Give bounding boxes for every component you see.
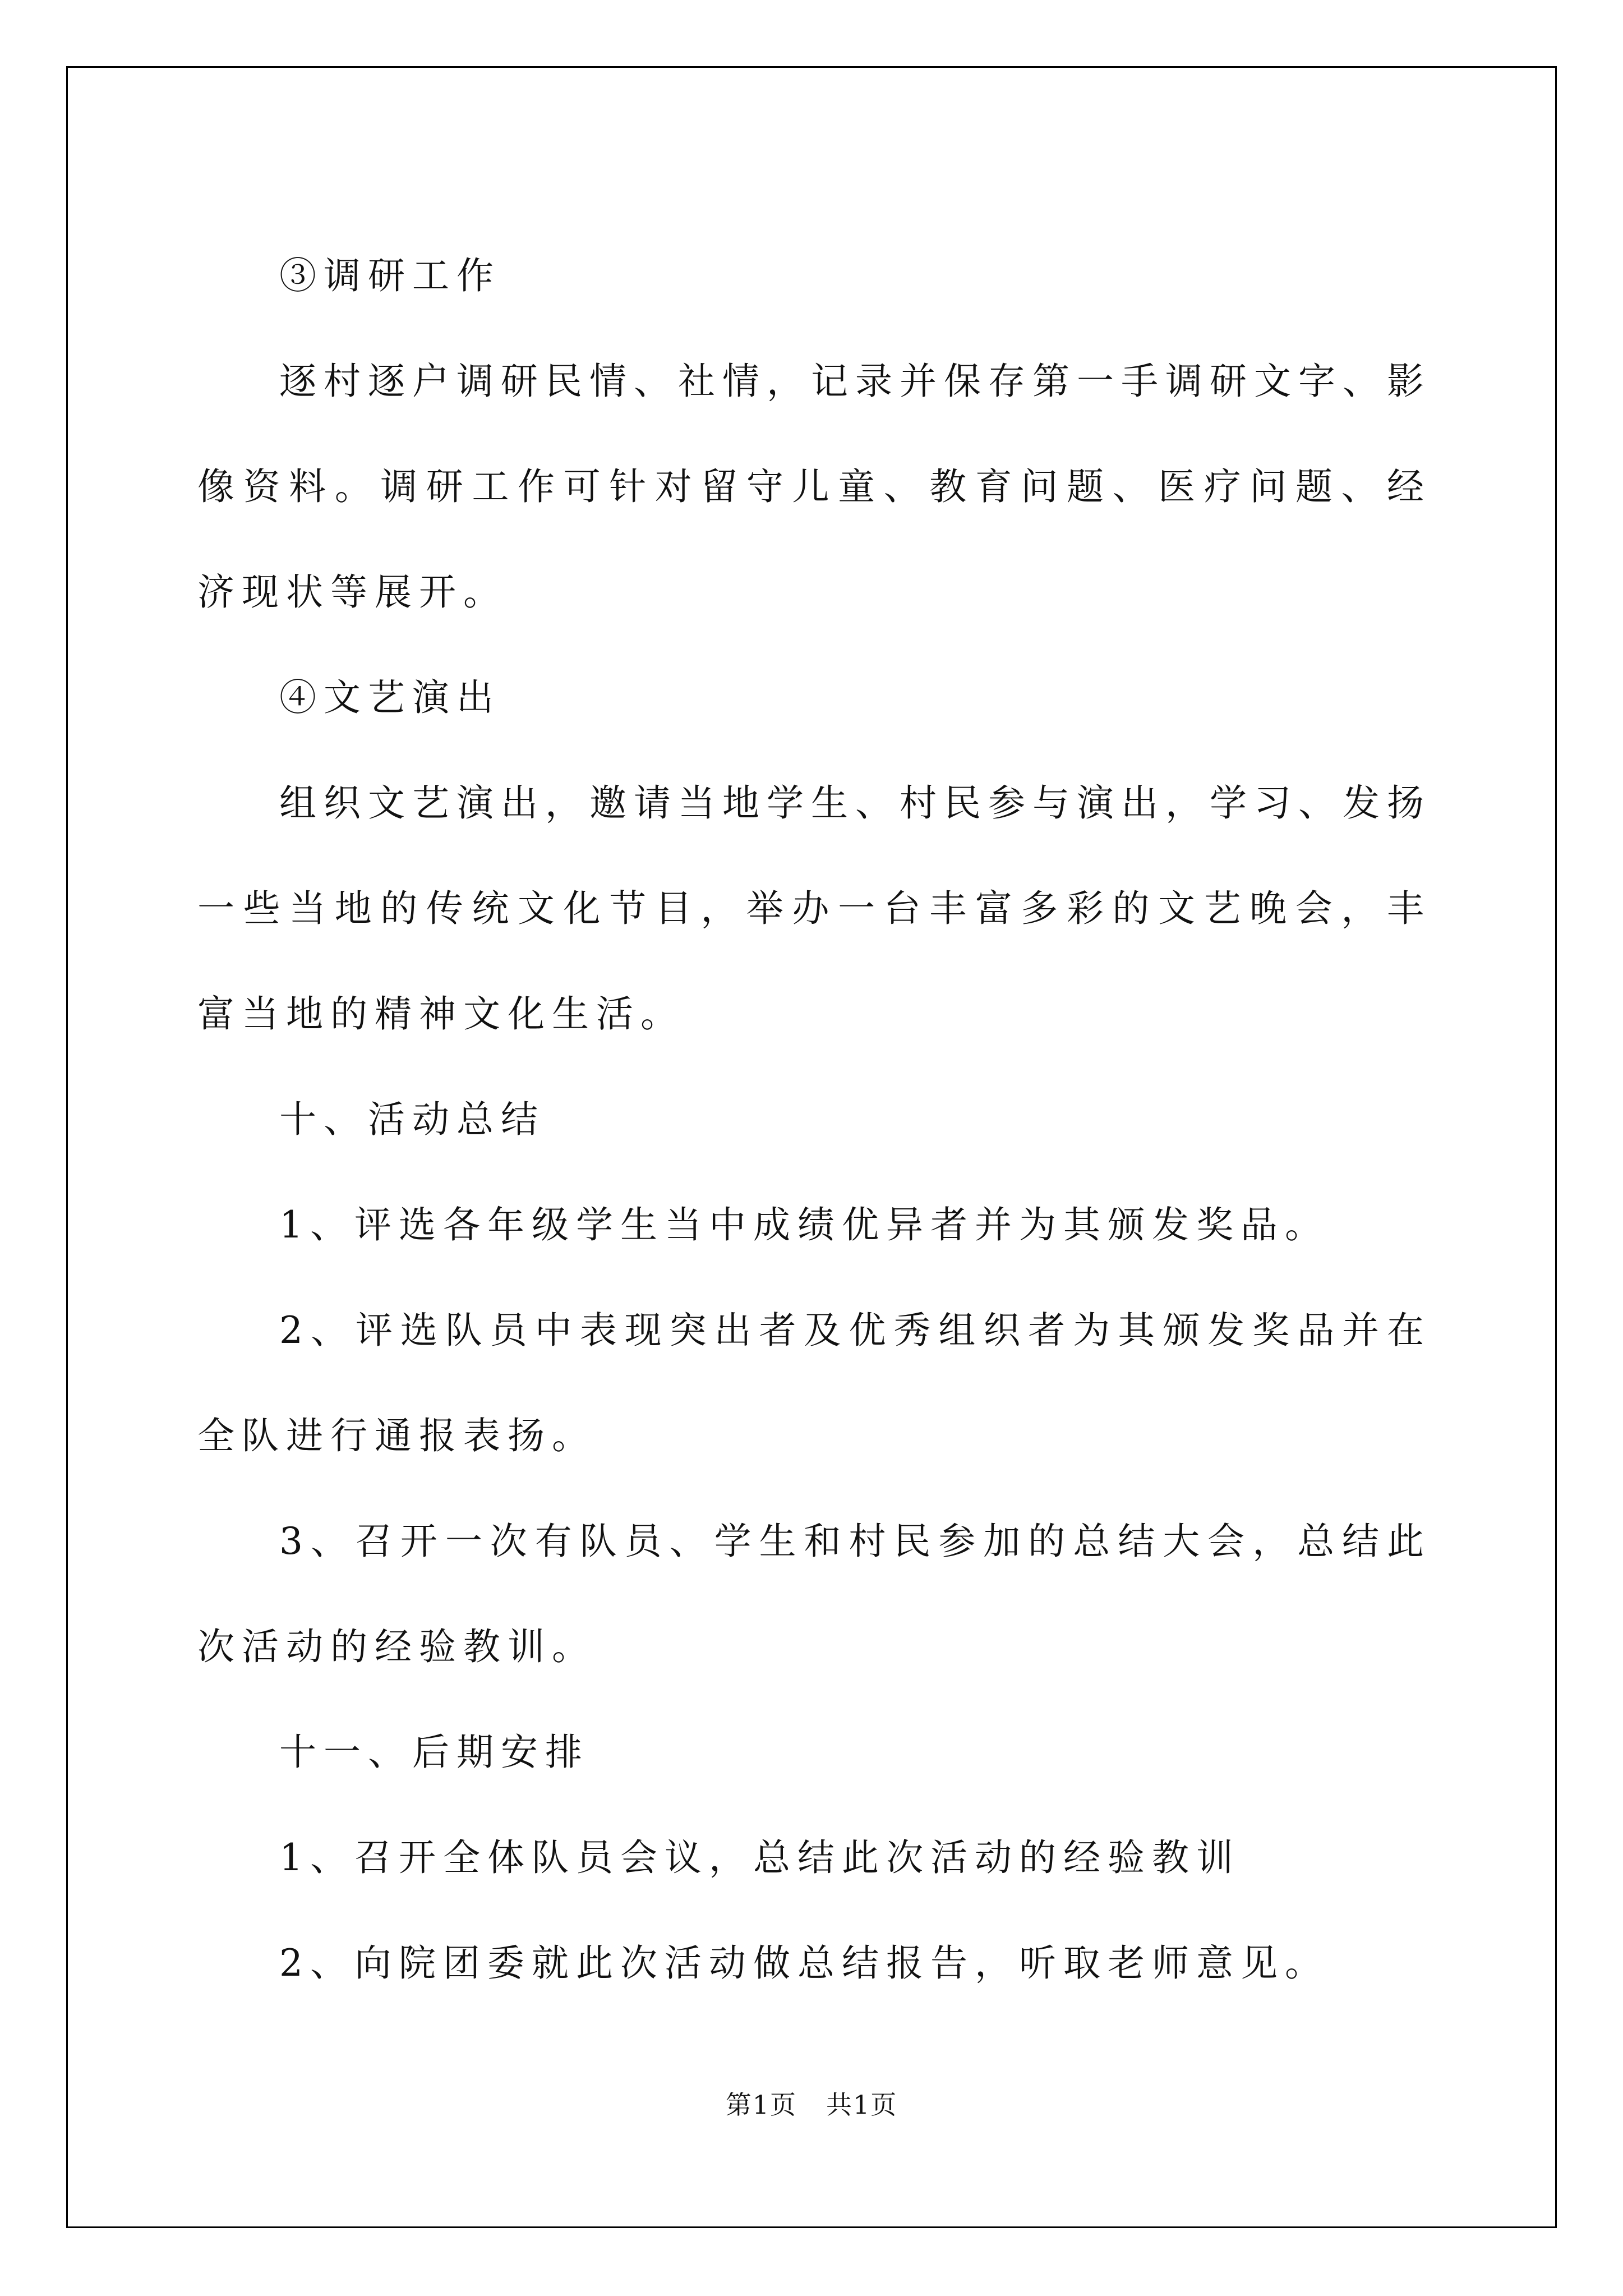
followup-item-1: 1、召开全体队员会议，总结此次活动的经验教训 [279, 1836, 1241, 1879]
page-number-current: 第1页 [725, 2090, 797, 2120]
paragraph-performance-body: 组织文艺演出，邀请当地学生、村民参与演出，学习、发扬一些当地的传统文化节目，举办一台丰富多彩的文艺晚会，丰富当地的精神文化生活。 [197, 781, 1431, 1036]
paragraph-research-body: 逐村逐户调研民情、社情，记录并保存第一手调研文字、影像资料。调研工作可针对留守儿童、教育问题、医疗问题、经济现状等展开。 [197, 360, 1431, 614]
section-heading-followup: 十一、后期安排 [279, 1731, 589, 1774]
summary-item-2: 2、评选队员中表现突出者及优秀组织者为其颁发奖品并在全队进行通报表扬。 [197, 1309, 1431, 1457]
summary-item-3: 3、召开一次有队员、学生和村民参加的总结大会，总结此次活动的经验教训。 [197, 1520, 1431, 1668]
summary-item-1: 1、评选各年级学生当中成绩优异者并为其颁发奖品。 [279, 1203, 1329, 1246]
section-heading-summary: 十、活动总结 [279, 1098, 545, 1141]
document-body [197, 223, 1431, 2016]
paragraph-research-heading: ③调研工作 [279, 254, 501, 297]
page-footer [0, 2088, 1623, 2122]
page-number-total: 共1页 [826, 2090, 898, 2120]
paragraph-performance-heading: ④文艺演出 [279, 676, 501, 719]
followup-item-2: 2、向院团委就此次活动做总结报告，听取老师意见。 [279, 1941, 1329, 1985]
